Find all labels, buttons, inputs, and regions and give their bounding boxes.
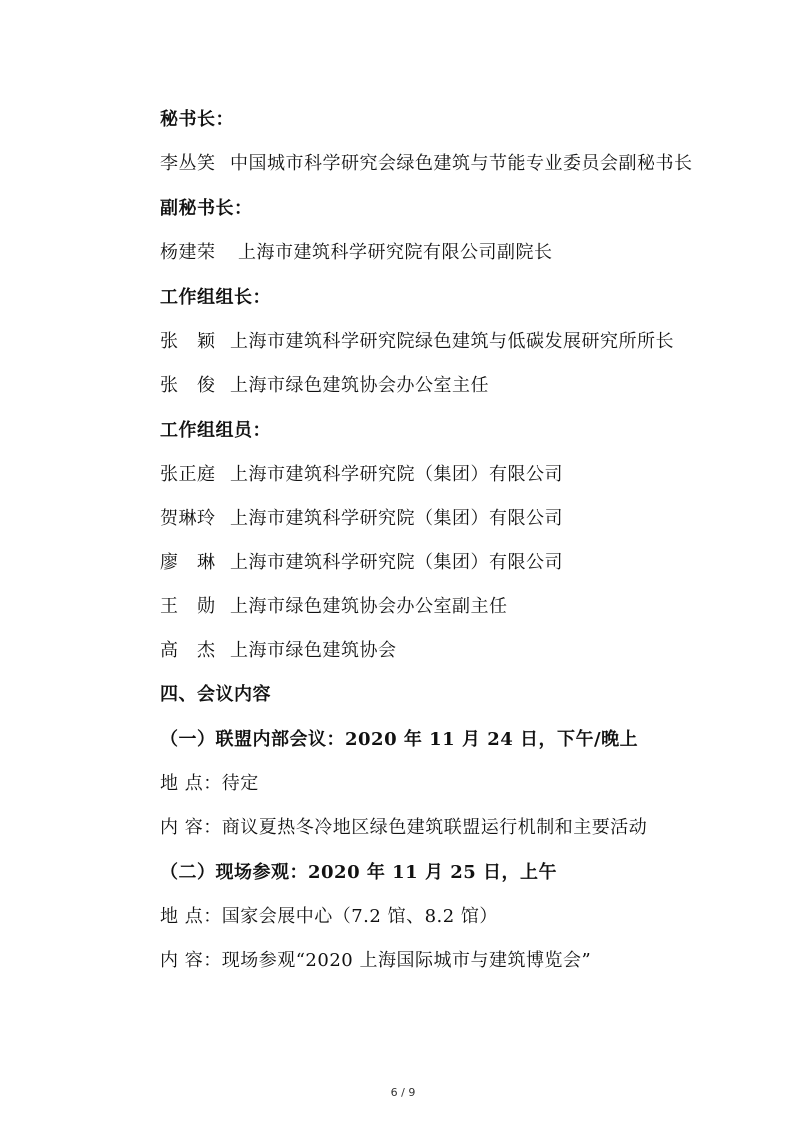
deputy-secretary-general-entry [160,240,553,266]
meeting-one-content [160,815,647,841]
person-name: 杨建荣 [160,242,216,263]
group-leader-entry [160,329,674,355]
person-title: 上海市绿色建筑协会办公室副主任 [230,596,508,617]
heading-group-leaders: 工作组组长： [160,287,271,308]
heading-deputy-secretary-general: 副秘书长： [160,198,253,219]
heading-secretary-general: 秘书长： [160,109,234,130]
meeting-one-title: （一）联盟内部会议：2020 年 11 月 24 日，下午/晚上 [160,729,639,750]
person-title: 上海市建筑科学研究院有限公司副院长 [238,242,553,263]
location-value: 国家会展中心（7.2 馆、8.2 馆） [221,906,498,927]
person-name: 王 勋 [160,596,216,617]
person-name: 李丛笑 [160,153,216,174]
person-title: 上海市绿色建筑协会办公室主任 [230,375,489,396]
person-title: 中国城市科学研究会绿色建筑与节能专业委员会副秘书长 [230,153,693,174]
meeting-one-location [160,771,259,797]
person-title: 上海市建筑科学研究院（集团）有限公司 [230,508,563,529]
content-label: 内 容： [160,950,222,971]
person-title: 上海市建筑科学研究院（集团）有限公司 [230,552,563,573]
person-name: 张正庭 [160,464,216,485]
group-leader-entry [160,373,489,399]
person-title: 上海市建筑科学研究院（集团）有限公司 [230,464,563,485]
meeting-two-title: （二）现场参观：2020 年 11 月 25 日，上午 [160,862,558,883]
person-title: 上海市建筑科学研究院绿色建筑与低碳发展研究所所长 [230,331,674,352]
person-name: 张 颖 [160,331,216,352]
person-name: 高 杰 [160,640,216,661]
location-label: 地 点： [160,906,222,927]
content-value: 商议夏热冬冷地区绿色建筑联盟运行机制和主要活动 [221,817,648,838]
heading-group-members: 工作组组员： [160,420,271,441]
meeting-two-location [160,904,498,930]
secretary-general-entry [160,151,693,177]
content-label: 内 容： [160,817,222,838]
group-member-entry [160,506,563,532]
meeting-two-content [160,948,591,974]
group-member-entry [160,550,563,576]
content-value: 现场参观“2020 上海国际城市与建筑博览会” [221,950,592,971]
person-name: 张 俊 [160,375,216,396]
group-member-entry [160,638,397,664]
person-name: 贺琳玲 [160,508,216,529]
group-member-entry [160,594,508,620]
person-title: 上海市绿色建筑协会 [230,640,397,661]
section-four-title: 四、会议内容 [160,684,271,705]
location-value: 待定 [221,773,259,794]
person-name: 廖 琳 [160,552,216,573]
page-number: 6 / 9 [390,1086,416,1099]
group-member-entry [160,462,563,488]
location-label: 地 点： [160,773,222,794]
